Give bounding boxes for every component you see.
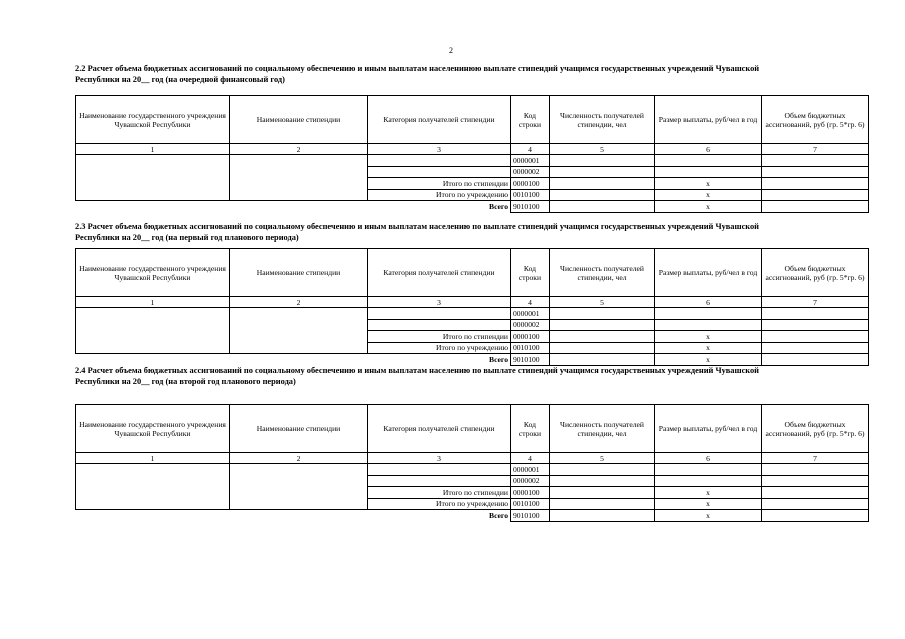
count-cell	[550, 308, 655, 320]
column-number: 1	[76, 297, 230, 308]
page-number: 2	[449, 46, 453, 55]
header-recipient-category: Категория получателей стипендии	[368, 96, 511, 144]
category-cell	[368, 319, 511, 331]
x-mark: x	[655, 354, 762, 366]
section-title-line2: Республики на 20__ год (на второй год планового периода)	[75, 377, 296, 386]
total-institution-label: Итого по учреждению	[368, 189, 511, 201]
x-mark: x	[655, 331, 762, 343]
section-title-line2: Республики на 20__ год (на очередной финансовый год)	[75, 75, 285, 84]
count-cell	[550, 464, 655, 476]
volume-cell	[762, 201, 869, 213]
x-mark: x	[655, 189, 762, 201]
column-number: 1	[76, 453, 230, 464]
stipend-name-cell	[230, 464, 368, 510]
section-title-line1: 2.2 Расчет объема бюджетных ассигнований по социальному обеспечению и иным выплатам населенинюю выплате стипендий учащимся государственных учреждений Чувашской	[75, 64, 760, 73]
total-stipend-label: Итого по стипендии	[368, 487, 511, 499]
payment-cell	[655, 464, 762, 476]
count-cell	[550, 201, 655, 213]
volume-cell	[762, 155, 869, 167]
volume-cell	[762, 189, 869, 201]
grand-total-label: Всего	[489, 511, 508, 520]
column-number: 7	[762, 144, 869, 155]
volume-cell	[762, 178, 869, 190]
count-cell	[550, 178, 655, 190]
header-budget-volume: Объем бюджетных ассигнований, руб (гр. 5*гр. 6)	[762, 96, 869, 144]
header-payment-size: Размер выплаты, руб/чел в год	[655, 405, 762, 453]
header-institution: Наименование государственного учреждения Чувашской Республики	[76, 96, 230, 144]
column-number: 3	[368, 144, 511, 155]
column-number: 2	[230, 297, 368, 308]
header-recipient-category: Категория получателей стипендии	[368, 249, 511, 297]
column-number: 6	[655, 453, 762, 464]
column-number: 5	[550, 453, 655, 464]
section-title-line1: 2.4 Расчет объема бюджетных ассигнований по социальному обеспечению и иным выплатам населению по выплате стипендий учащимся государственных учреждений Чувашской	[75, 366, 760, 375]
volume-cell	[762, 319, 869, 331]
budget-table-2-2	[75, 95, 869, 213]
column-number: 4	[511, 297, 550, 308]
volume-cell	[762, 464, 869, 476]
grand-total-label: Всего	[489, 202, 508, 211]
header-budget-volume: Объем бюджетных ассигнований, руб (гр. 5*гр. 6)	[762, 405, 869, 453]
stipend-name-cell	[230, 308, 368, 354]
payment-cell	[655, 319, 762, 331]
section-heading-2-3	[75, 221, 835, 243]
grand-total-label: Всего	[489, 355, 508, 364]
header-budget-volume: Объем бюджетных ассигнований, руб (гр. 5*гр. 6)	[762, 249, 869, 297]
column-number: 6	[655, 297, 762, 308]
row-code: 0000100	[511, 331, 550, 343]
count-cell	[550, 189, 655, 201]
x-mark: x	[655, 510, 762, 522]
column-number: 7	[762, 453, 869, 464]
row-code: 0000002	[511, 166, 550, 178]
header-stipend-name: Наименование стипендии	[230, 405, 368, 453]
row-code: 0010100	[511, 189, 550, 201]
category-cell	[368, 308, 511, 320]
header-row-code: Код строки	[511, 405, 550, 453]
count-cell	[550, 319, 655, 331]
x-mark: x	[655, 487, 762, 499]
column-number: 5	[550, 144, 655, 155]
row-code: 0000002	[511, 475, 550, 487]
header-recipient-count: Численность получателей стипендии, чел	[550, 96, 655, 144]
category-cell	[368, 155, 511, 167]
volume-cell	[762, 166, 869, 178]
count-cell	[550, 166, 655, 178]
count-cell	[550, 354, 655, 366]
header-row-code: Код строки	[511, 249, 550, 297]
section-heading-2-4	[75, 365, 835, 387]
column-number: 6	[655, 144, 762, 155]
x-mark: x	[655, 201, 762, 213]
category-cell	[368, 475, 511, 487]
total-institution-label: Итого по учреждению	[368, 498, 511, 510]
header-recipient-category: Категория получателей стипендии	[368, 405, 511, 453]
column-number: 4	[511, 144, 550, 155]
total-institution-label: Итого по учреждению	[368, 342, 511, 354]
payment-cell	[655, 155, 762, 167]
section-heading-2-2	[75, 63, 835, 85]
column-number: 3	[368, 297, 511, 308]
volume-cell	[762, 354, 869, 366]
row-code: 0000002	[511, 319, 550, 331]
category-cell	[368, 166, 511, 178]
row-code: 0000001	[511, 155, 550, 167]
payment-cell	[655, 308, 762, 320]
count-cell	[550, 475, 655, 487]
x-mark: x	[655, 342, 762, 354]
header-stipend-name: Наименование стипендии	[230, 96, 368, 144]
row-code: 0000001	[511, 464, 550, 476]
count-cell	[550, 331, 655, 343]
volume-cell	[762, 331, 869, 343]
row-code: 0010100	[511, 342, 550, 354]
row-code: 9010100	[511, 510, 550, 522]
header-stipend-name: Наименование стипендии	[230, 249, 368, 297]
row-code: 0000001	[511, 308, 550, 320]
column-number: 7	[762, 297, 869, 308]
category-cell	[368, 464, 511, 476]
header-recipient-count: Численность получателей стипендии, чел	[550, 405, 655, 453]
institution-cell	[76, 308, 230, 354]
header-row-code: Код строки	[511, 96, 550, 144]
column-number: 5	[550, 297, 655, 308]
total-stipend-label: Итого по стипендии	[368, 178, 511, 190]
budget-table-2-4	[75, 404, 869, 522]
column-number: 3	[368, 453, 511, 464]
header-payment-size: Размер выплаты, руб/чел в год	[655, 96, 762, 144]
x-mark: x	[655, 498, 762, 510]
row-code: 0000100	[511, 487, 550, 499]
payment-cell	[655, 166, 762, 178]
budget-table-2-3	[75, 248, 869, 366]
volume-cell	[762, 308, 869, 320]
count-cell	[550, 342, 655, 354]
volume-cell	[762, 487, 869, 499]
column-number: 2	[230, 144, 368, 155]
institution-cell	[76, 155, 230, 201]
total-stipend-label: Итого по стипендии	[368, 331, 511, 343]
header-recipient-count: Численность получателей стипендии, чел	[550, 249, 655, 297]
column-number: 2	[230, 453, 368, 464]
row-code: 0000100	[511, 178, 550, 190]
stipend-name-cell	[230, 155, 368, 201]
section-title-line1: 2.3 Расчет объема бюджетных ассигнований по социальному обеспечению и иным выплатам населению по выплате стипендий учащимся государственных учреждений Чувашской	[75, 222, 760, 231]
count-cell	[550, 498, 655, 510]
count-cell	[550, 487, 655, 499]
count-cell	[550, 155, 655, 167]
payment-cell	[655, 475, 762, 487]
volume-cell	[762, 510, 869, 522]
institution-cell	[76, 464, 230, 510]
header-institution: Наименование государственного учреждения Чувашской Республики	[76, 249, 230, 297]
header-payment-size: Размер выплаты, руб/чел в год	[655, 249, 762, 297]
row-code: 9010100	[511, 201, 550, 213]
volume-cell	[762, 475, 869, 487]
column-number: 4	[511, 453, 550, 464]
volume-cell	[762, 498, 869, 510]
row-code: 9010100	[511, 354, 550, 366]
volume-cell	[762, 342, 869, 354]
column-number: 1	[76, 144, 230, 155]
count-cell	[550, 510, 655, 522]
header-institution: Наименование государственного учреждения Чувашской Республики	[76, 405, 230, 453]
x-mark: x	[655, 178, 762, 190]
section-title-line2: Республики на 20__ год (на первый год планового периода)	[75, 233, 299, 242]
row-code: 0010100	[511, 498, 550, 510]
